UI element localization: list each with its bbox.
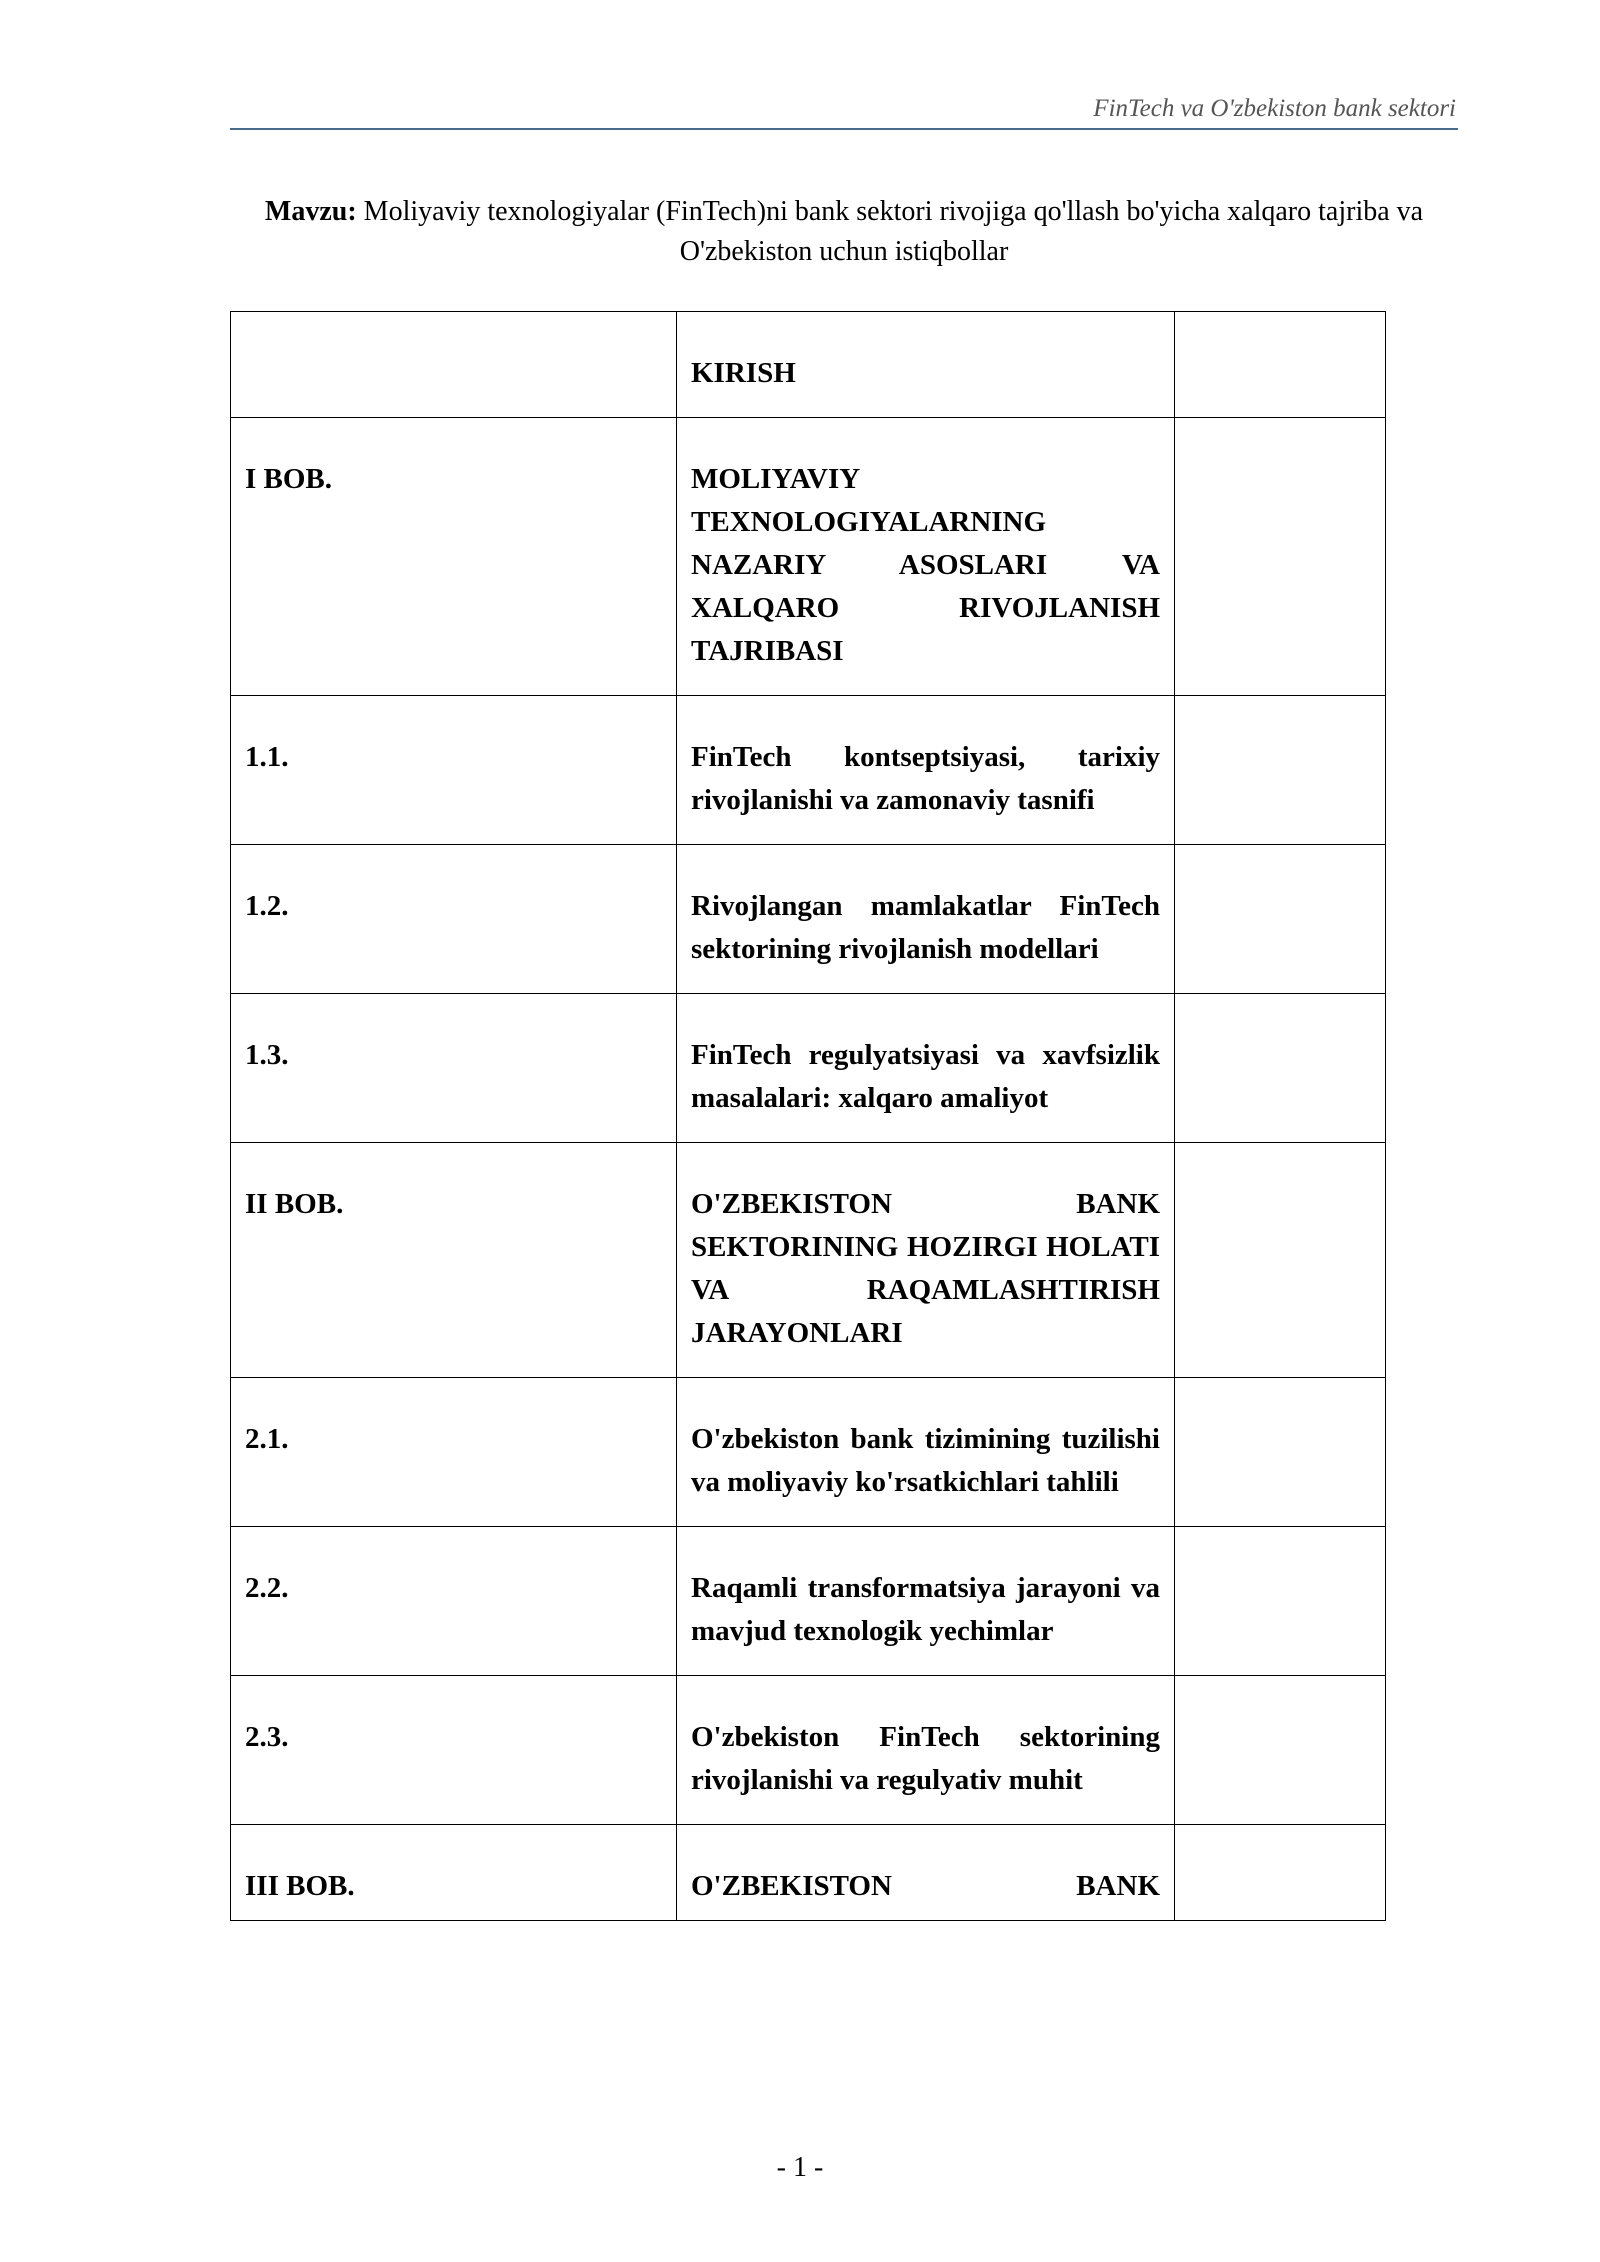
toc-number: 2.3. bbox=[245, 1721, 289, 1753]
toc-title: FinTech regulyatsiyasi va xavfsizlik masalalari: xalqaro amaliyot bbox=[691, 1039, 1160, 1114]
toc-row-section-1-2 bbox=[231, 845, 1386, 994]
toc-number-cell bbox=[231, 1378, 677, 1527]
toc-page-cell bbox=[1175, 1527, 1386, 1676]
toc-page-cell bbox=[1175, 1143, 1386, 1378]
toc-title-cell bbox=[677, 1825, 1175, 1921]
toc-number: III BOB. bbox=[245, 1870, 355, 1902]
toc-title-cell bbox=[677, 1527, 1175, 1676]
toc-row-section-2-3 bbox=[231, 1676, 1386, 1825]
toc-row-intro bbox=[231, 312, 1386, 418]
toc-number-cell bbox=[231, 994, 677, 1143]
toc-title: O'zbekiston bank tizimining tuzilishi va moliyaviy ko'rsatkichlari tahlili bbox=[691, 1423, 1160, 1498]
toc-title-cell bbox=[677, 1676, 1175, 1825]
toc-number-cell bbox=[231, 696, 677, 845]
toc-number: 1.2. bbox=[245, 890, 289, 922]
toc-number: 2.2. bbox=[245, 1572, 289, 1604]
toc-title-cell bbox=[677, 1143, 1175, 1378]
toc-title: FinTech kontseptsiyasi, tarixiy rivojlanishi va zamonaviy tasnifi bbox=[691, 741, 1160, 816]
toc-title: KIRISH bbox=[691, 357, 796, 389]
toc-row-section-1-3 bbox=[231, 994, 1386, 1143]
toc-page-cell bbox=[1175, 994, 1386, 1143]
toc-title: O'zbekiston FinTech sektorining rivojlanishi va regulyativ muhit bbox=[691, 1721, 1160, 1796]
toc-page-cell bbox=[1175, 1378, 1386, 1527]
toc-title-cell bbox=[677, 845, 1175, 994]
toc-row-chapter-1 bbox=[231, 418, 1386, 696]
toc-number-cell bbox=[231, 1527, 677, 1676]
toc-row-chapter-3 bbox=[231, 1825, 1386, 1921]
toc-number-cell bbox=[231, 418, 677, 696]
toc-number-cell bbox=[231, 312, 677, 418]
toc-title-cell bbox=[677, 1378, 1175, 1527]
toc-row-section-2-1 bbox=[231, 1378, 1386, 1527]
toc-title: Raqamli transformatsiya jarayoni va mavjud texnologik yechimlar bbox=[691, 1572, 1160, 1647]
toc-title: MOLIYAVIY TEXNOLOGIYALARNING NAZARIY ASOSLARI VA XALQARO RIVOJLANISH TAJRIBASI bbox=[691, 463, 1160, 667]
toc-row-section-1-1 bbox=[231, 696, 1386, 845]
toc-page-cell bbox=[1175, 418, 1386, 696]
running-header-title: FinTech va O'zbekiston bank sektori bbox=[1093, 95, 1456, 122]
toc-title-cell bbox=[677, 994, 1175, 1143]
toc-title: O'ZBEKISTON BANK bbox=[691, 1870, 1160, 1902]
toc-page-cell bbox=[1175, 696, 1386, 845]
toc-number-cell bbox=[231, 845, 677, 994]
toc-title-cell bbox=[677, 696, 1175, 845]
topic-heading bbox=[230, 192, 1458, 272]
toc-page-cell bbox=[1175, 312, 1386, 418]
toc-page-cell bbox=[1175, 1825, 1386, 1921]
toc-page-cell bbox=[1175, 1676, 1386, 1825]
running-header bbox=[230, 94, 1458, 130]
toc-title: Rivojlangan mamlakatlar FinTech sektorining rivojlanish modellari bbox=[691, 890, 1160, 965]
topic-label: Mavzu: bbox=[264, 196, 357, 227]
toc-number-cell bbox=[231, 1143, 677, 1378]
toc-title: O'ZBEKISTON BANK SEKTORINING HOZIRGI HOLATI VA RAQAMLASHTIRISH JARAYONLARI bbox=[691, 1188, 1160, 1349]
toc-number-cell bbox=[231, 1825, 677, 1921]
toc-number: I BOB. bbox=[245, 463, 333, 495]
toc-title-cell bbox=[677, 418, 1175, 696]
toc-number: II BOB. bbox=[245, 1188, 344, 1220]
toc-number-cell bbox=[231, 1676, 677, 1825]
toc-number: 1.3. bbox=[245, 1039, 289, 1071]
toc-row-chapter-2 bbox=[231, 1143, 1386, 1378]
toc-number: 1.1. bbox=[245, 741, 289, 773]
table-of-contents bbox=[230, 311, 1386, 1921]
toc-number: 2.1. bbox=[245, 1423, 289, 1455]
topic-text: Moliyaviy texnologiyalar (FinTech)ni bank sektori rivojiga qo'llash bo'yicha xalqaro tajriba va O'zbekiston uchun istiqbollar bbox=[356, 196, 1424, 267]
toc-page-cell bbox=[1175, 845, 1386, 994]
toc-title-cell bbox=[677, 312, 1175, 418]
page-number: - 1 - bbox=[776, 2152, 824, 2183]
toc-row-section-2-2 bbox=[231, 1527, 1386, 1676]
